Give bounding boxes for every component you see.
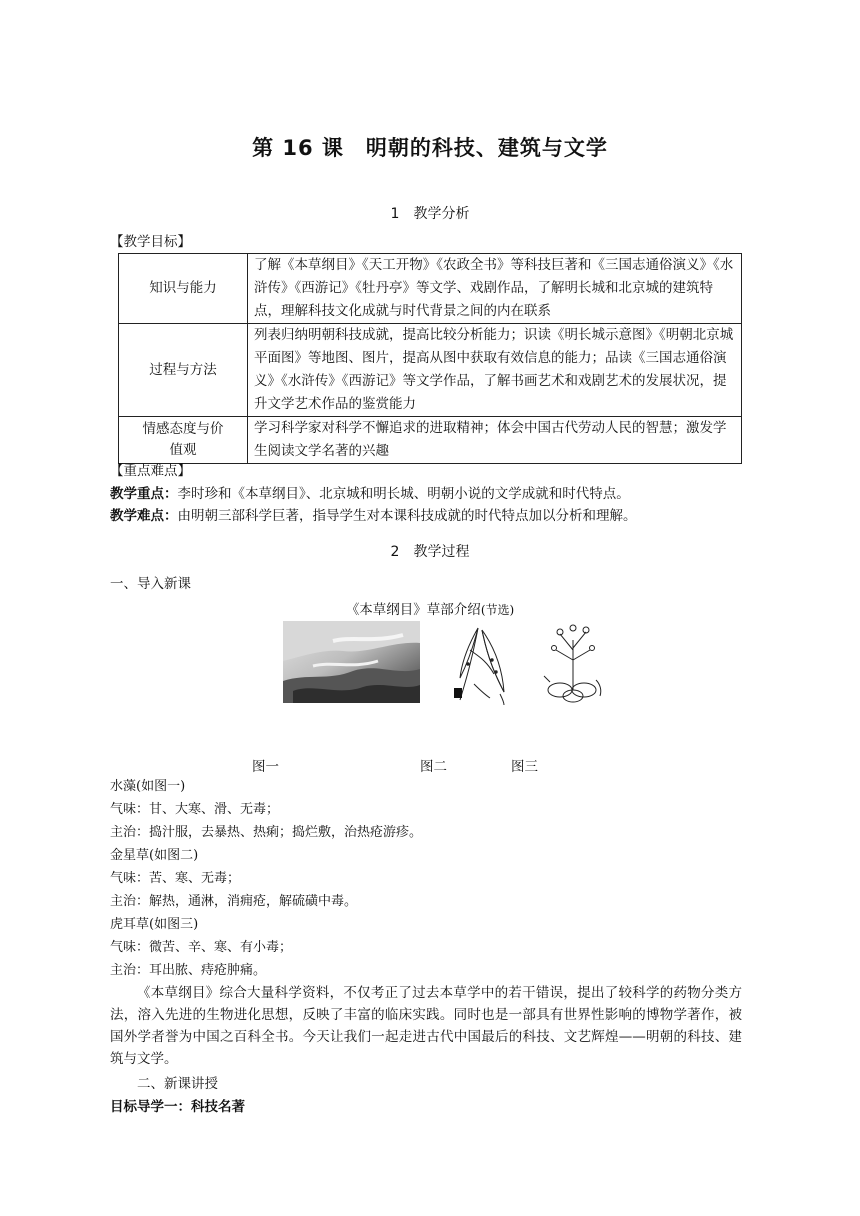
figure-title [0,598,860,618]
figure-title-text: 《本草纲目》草部介绍 [345,602,481,618]
section-heading-analysis: 1 教学分析 [390,206,470,222]
figure-one-image [283,621,420,703]
objective-key: 过程与方法 [119,324,248,417]
objective-key: 情感态度与价值观 [119,417,248,464]
new-lesson-heading: 二、新课讲授 [137,1076,218,1092]
figure-caption: 图一 [252,759,279,775]
table-row [119,324,742,417]
objective-key: 知识与能力 [119,254,248,324]
herb-treatment: 主治：捣汁服，去暴热、热痢；捣烂敷，治热疮游疹。 [110,825,423,840]
objective-text: 列表归纳明朝科技成就，提高比较分析能力；识读《明长城示意图》《明朝北京城平面图》等地图、图片，提高从图中获取有效信息的能力；品读《三国志通俗演义》《水浒传》《西游记》等文学作品，了解书画艺术和戏剧艺术的发展状况，提升文学艺术作品的鉴赏能力 [248,324,742,417]
herb-taste: 气味：微苦、辛、寒、有小毒； [110,940,293,955]
goal-one-heading: 目标导学一：科技名著 [110,1099,245,1115]
table-row [119,417,742,464]
focus-label: 教学重点： [110,486,178,502]
objective-text: 学习科学家对科学不懈追求的进取精神；体会中国古代劳动人民的智慧；激发学生阅读文学名著的兴趣 [248,417,742,464]
objective-text: 了解《本草纲目》《天工开物》《农政全书》等科技巨著和《三国志通俗演义》《水浒传》《西游记》《牡丹亭》等文学、戏剧作品，了解明长城和北京城的建筑特点，理解科技文化成就与时代背景之间的内在联系 [248,254,742,324]
figure-caption: 图二 [420,759,447,775]
herb-treatment: 主治：耳出脓、痔疮肿痛。 [110,963,267,978]
page-title: 第 16 课 明朝的科技、建筑与文学 [252,136,608,160]
keypoints-heading: 【重点难点】 [110,463,191,479]
figure-two-image [452,620,514,706]
herb-name: 金星草(如图二) [110,848,199,863]
table-row [119,254,742,324]
difficulty-label: 教学难点： [110,508,178,524]
herb-treatment: 主治：解热，通淋，消痈疮，解硫磺中毒。 [110,894,358,909]
focus-text: 李时珍和《本草纲目》、北京城和明长城、明朝小说的文学成就和时代特点。 [177,486,630,502]
figure-three-image [540,620,606,704]
herb-name: 水藻(如图一) [110,779,186,794]
figure-title-note: (节选) [480,603,515,617]
intro-paragraph: 《本草纲目》综合大量科学资料，不仅考正了过去本草学中的若干错误，提出了较科学的药物分类方法，溶入先进的生物进化思想，反映了丰富的临床实践。同时也是一部具有世界性影响的博物学著作，被国外学者誉为中国之百科全书。今天让我们一起走进古代中国最后的科技、文艺辉煌——明朝的科技、建筑与文学。 [110,985,742,1067]
figure-caption: 图三 [511,759,538,775]
objectives-heading: 【教学目标】 [110,234,191,250]
teaching-difficulty [110,506,637,527]
difficulty-text: 由明朝三部科学巨著，指导学生对本课科技成就的时代特点加以分析和理解。 [177,508,637,524]
herb-taste: 气味：甘、大寒、滑、无毒； [110,802,280,817]
herb-name: 虎耳草(如图三) [110,917,199,932]
objectives-table [118,253,742,464]
teaching-focus [110,484,630,505]
intro-heading: 一、导入新课 [110,576,191,592]
herb-taste: 气味：苦、寒、无毒； [110,871,241,886]
section-heading-process: 2 教学过程 [390,544,470,560]
